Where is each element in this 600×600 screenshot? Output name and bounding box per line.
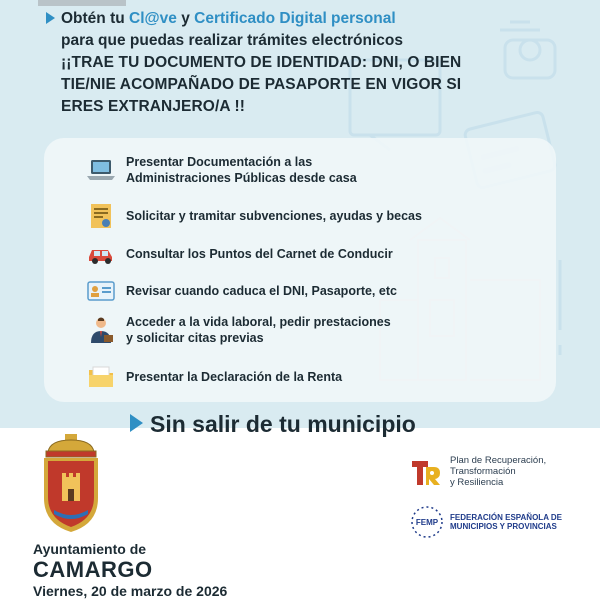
clave-text: Cl@ve <box>129 10 177 27</box>
list-item-tax-return: Presentar la Declaración de la Renta <box>86 362 342 392</box>
services-panel <box>44 138 556 402</box>
town-name: CAMARGO <box>33 557 153 582</box>
header-line-2: para que puedas realizar trámites electrónicos <box>61 32 403 49</box>
svg-text:FEMP: FEMP <box>415 518 439 527</box>
car-icon <box>86 239 116 269</box>
laptop-icon <box>86 155 116 185</box>
list-item-driving-points: Consultar los Puntos del Carnet de Conducir <box>86 239 393 269</box>
event-date: Viernes, 20 de marzo de 2026 <box>33 583 228 599</box>
list-item-work-life: Acceder a la vida laboral, pedir prestaciones y solicitar citas previas <box>86 314 391 346</box>
femp-logo: FEMP FEDERACIÓN ESPAÑOLA DE MUNICIPIOS Y PROVINCIAS <box>410 505 562 539</box>
list-item-documentation: Presentar Documentación a las Administraciones Públicas desde casa <box>86 154 357 186</box>
bullet-triangle-icon <box>46 12 55 24</box>
header-line-4: TIE/NIE ACOMPAÑADO DE PASAPORTE EN VIGOR SI <box>61 76 462 93</box>
worker-icon <box>86 315 116 345</box>
header-line-3: ¡¡TRAE TU DOCUMENTO DE IDENTIDAD: DNI, O BIEN <box>61 54 462 71</box>
certificate-text: Certificado Digital personal <box>194 10 396 27</box>
list-item-id-expiry: Revisar cuando caduca el DNI, Pasaporte, etc <box>86 276 397 306</box>
folder-icon <box>86 362 116 392</box>
header-line-1: Obtén tu Cl@ve y Certificado Digital personal <box>46 8 586 30</box>
certificate-icon <box>86 201 116 231</box>
list-item-subsidies: Solicitar y tramitar subvenciones, ayudas y becas <box>86 201 422 231</box>
slogan-triangle-icon <box>130 414 143 432</box>
prtr-icon <box>410 457 442 487</box>
header <box>46 8 586 118</box>
id-card-icon <box>86 276 116 306</box>
femp-icon <box>410 505 444 539</box>
ayuntamiento-label: Ayuntamiento de <box>33 541 147 557</box>
header-line-5: ERES EXTRANJERO/A !! <box>61 98 246 115</box>
coat-of-arms-logo <box>36 432 106 534</box>
slogan: Sin salir de tu municipio <box>130 409 416 439</box>
prtr-logo: Plan de Recuperación, Transformación y Resiliencia <box>410 455 546 488</box>
